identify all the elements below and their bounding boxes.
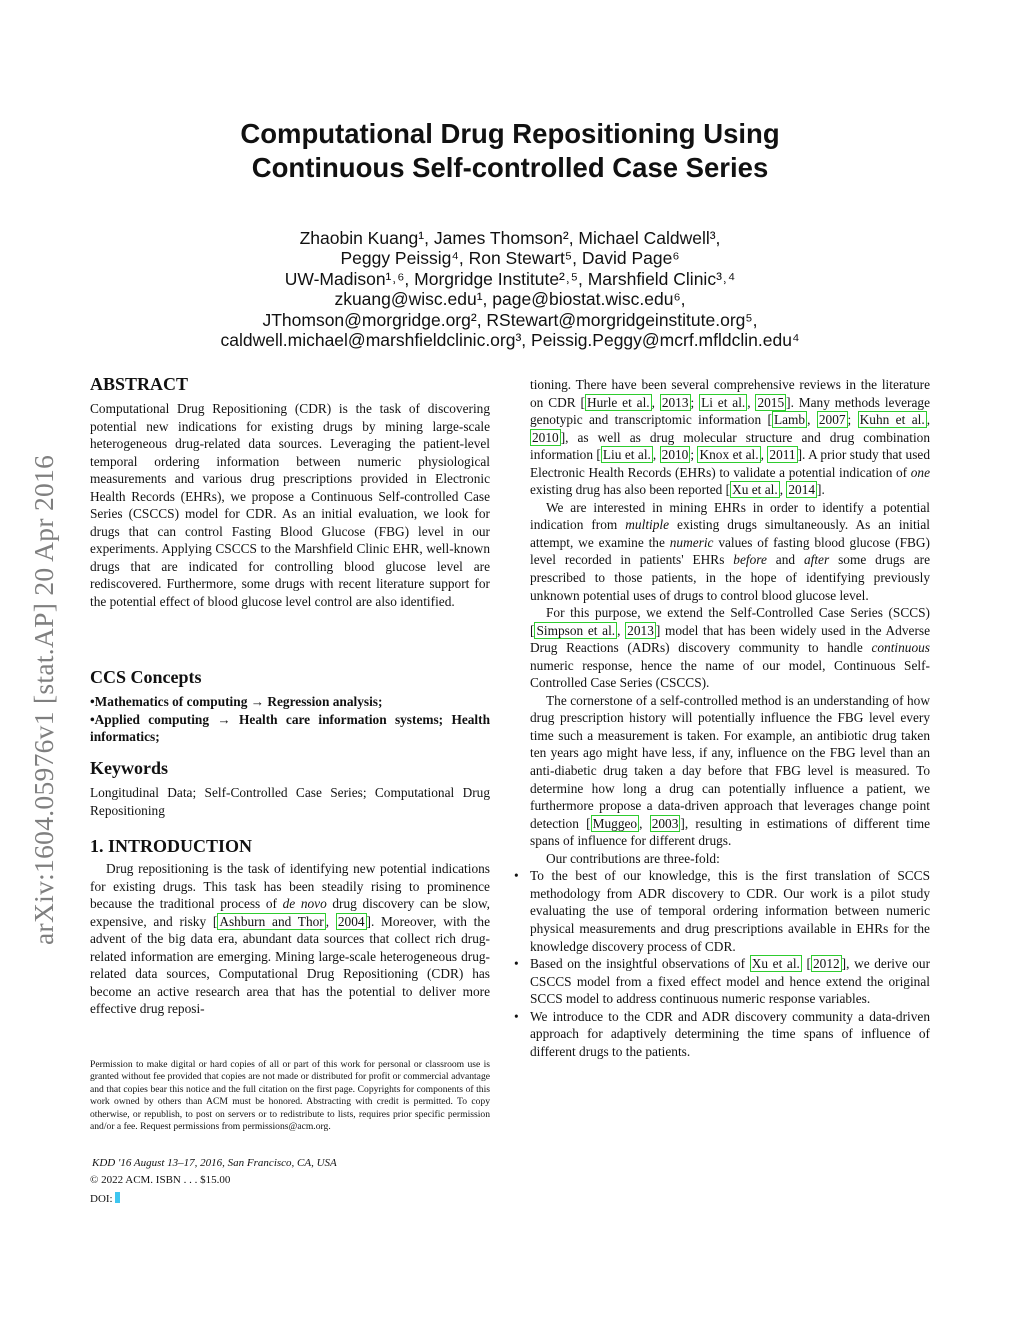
permission-notice: Permission to make digital or hard copies of all or part of this work for personal or classroom use is granted without fee provided that copies are not made or distributed for profit or commercial advantage and that copies bear this notice and the full citation on the first page. Copyrights for components of this work owned by others than ACM must be honored. Abstracting with credit is permitted. To copy otherwise, or republish, to post on servers or to redistribute to lists, requires prior specific permission and/or a fee. Request permissions from permissions@acm.org.	[90, 1059, 490, 1133]
citation-link[interactable]: 2013	[627, 622, 654, 638]
title-line-1: Computational Drug Repositioning Using	[240, 118, 780, 149]
arxiv-identifier: arXiv:1604.05976v1 [stat.AP] 20 Apr 2016	[28, 454, 59, 945]
intro-paragraph: Drug repositioning is the task of identifying new potential indications for existing drugs. This task has been steadily rising to prominence because the traditional process of de novo drug discovery can be slow, expensive, and risky [ Ashburn and Thor , 2004 ]. Moreover, with the advent of the big data era, abundant data sources that collect rich drug-related information are emerging. Mining large-scale heterogeneous drug-related data sources, Computational Drug Repositioning (CDR) has become an active research area that has the potential to deliver more effective drug reposi-	[90, 861, 490, 1017]
authors-line-2: Peggy Peissig⁴, Ron Stewart⁵, David Page⁶	[340, 248, 680, 269]
bullet-icon: •	[514, 956, 519, 972]
emails-line-2: JThomson@morgridge.org², RStewart@morgridgeinstitute.org⁵,	[262, 309, 758, 330]
citation-link[interactable]: 2014	[788, 482, 816, 498]
citation-link[interactable]: 2003	[651, 815, 679, 831]
contributions-list	[514, 867, 931, 1060]
citation-link[interactable]: Muggeo	[592, 815, 638, 831]
authors-line-1: Zhaobin Kuang¹, James Thomson², Michael Caldwell³,	[299, 228, 721, 248]
ccs-heading: CCS Concepts	[90, 667, 202, 687]
doi-link-marker[interactable]	[115, 1192, 120, 1203]
citation-link[interactable]: Li et al.	[701, 394, 746, 410]
citation-link[interactable]: Xu et al.	[732, 482, 778, 498]
ccs-item-1: •Mathematics of computing → Regression analysis;	[90, 694, 383, 709]
emails-line-3: caldwell.michael@marshfieldclinic.org³, Peissig.Peggy@mcrf.mfldclin.edu⁴	[220, 330, 800, 351]
title-line-2: Continuous Self-controlled Case Series	[251, 152, 769, 183]
citation-link[interactable]: Kuhn et al.	[859, 412, 925, 428]
citation-link[interactable]: 2004	[337, 913, 365, 929]
right-paragraph-1: tioning. There have been several comprehensive reviews in the literature on CDR [ Hurle et al. , 2013 ; Li et al. , 2015 ]. Many methods leverage genotypic and transcriptomic information [ Lamb , 2007 ; Kuhn et al. , 2010 ], as well as drug molecular structure and drug combination information [ Liu et al. , 2010 ; Knox et al. , 2011 ]. A prior study that used Electronic Health Records (EHRs) to validate a potential indication of one existing drug has also been reported [ Xu et al. , 2014 ].	[530, 377, 931, 498]
citation-link[interactable]: Ashburn and Thor	[219, 913, 324, 929]
right-paragraph-2: We are interested in mining EHRs in order to identify a potential indication from multiple existing drugs simultaneously. As an initial attempt, we examine the numeric values of fasting blood glucose (FBG) level recorded in patients' EHRs before and after some drugs are prescribed to those patients, in the hope of identifying previously unknown potential uses of drugs to control blood glucose level.	[530, 499, 930, 603]
citation-link[interactable]: Hurle et al.	[586, 394, 650, 410]
citation-link[interactable]: 2012	[812, 956, 840, 972]
introduction-heading: 1. INTRODUCTION	[90, 836, 253, 856]
citation-link[interactable]: 2011	[769, 447, 796, 463]
copyright-notice: © 2022 ACM. ISBN . . . $15.00	[90, 1174, 231, 1186]
author-block	[120, 228, 900, 350]
citation-link[interactable]: Simpson et al.	[536, 622, 616, 638]
conference-venue: KDD '16 August 13–17, 2016, San Francisco, CA, USA	[92, 1157, 337, 1169]
citation-link[interactable]: Xu et al.	[751, 956, 800, 972]
keywords-heading: Keywords	[90, 758, 168, 778]
bullet-icon: •	[514, 1008, 519, 1024]
citation-link[interactable]: 2007	[818, 412, 846, 428]
list-item: • We introduce to the CDR and ADR discovery community a data-driven approach for adaptively determining the time spans of influence of different drugs to the patients.	[514, 1008, 930, 1059]
right-paragraph-4: The cornerstone of a self-controlled method is an understanding of how drug prescription history will potentially influence the FBG level every time such a measurement is taken. For example, an antibiotic drug taken ten years ago might have less, if any, influence on the FBG level than an anti-diabetic drug taken a day before that FBG level is measured. To determine how long a drug can potentially influence a patient, we furthermore propose a data-driven approach that leverages change point detection [ Muggeo , 2003 ], resulting in estimations of different time spans of influence for different drugs.	[530, 692, 931, 849]
list-item: • Based on the insightful observations of Xu et al. [ 2012 ], we derive our CSCCS model from a fixed effect model and hence extend the original SCCS model to address continuous numeric response variables.	[514, 956, 931, 1007]
affiliations-line: UW-Madison¹˒⁶, Morgridge Institute²˒⁵, Marshfield Clinic³˒⁴	[284, 268, 736, 289]
right-paragraph-5: Our contributions are three-fold:	[546, 850, 720, 866]
doi-line: DOI:	[90, 1192, 120, 1205]
introduction-text	[90, 860, 490, 1018]
citation-link[interactable]: 2013	[661, 394, 689, 410]
citation-link[interactable]: Liu et al.	[602, 447, 651, 463]
ccs-item-2: •Applied computing → Health care information systems; Health informatics;	[90, 711, 490, 745]
right-paragraph-3: For this purpose, we extend the Self-Controlled Case Series (SCCS) [ Simpson et al. , 2013 ] model that has been widely used in the Adverse Drug Reactions (ADRs) discovery community to handle continuous numeric response, hence the name of our model, Continuous Self-Controlled Case Series (CSCCS).	[530, 605, 930, 691]
abstract-text: Computational Drug Repositioning (CDR) is the task of discovering potential new indications for existing drugs by mining large-scale heterogeneous drug-related data sources. Leveraging the patient-level temporal ordering information between numeric physiological measurements and various drug prescriptions provided in Electronic Health Records (EHRs), we propose a Continuous Self-controlled Case Series (CSCCS) model for CDR. As an initial evaluation, we look for drugs that can control Fasting Blood Glucose (FBG) level in our experiments. Applying CSCCS to the Marshfield Clinic EHR, well-known drugs that are indicated for controlling blood glucose level are rediscovered. Furthermore, some drugs with recent literature support for the potential effect of blood glucose level control are also identified.	[90, 401, 490, 610]
citation-link[interactable]: Knox et al.	[699, 447, 759, 463]
list-item: • To the best of our knowledge, this is the first translation of SCCS methodology from ADR discovery to CDR. Our work is a pilot study evaluating the use of temporal ordering information between numeric physical measurements and drug prescriptions available in EHRs for the knowledge discovery process of CDR.	[514, 868, 930, 954]
bullet-icon: •	[514, 868, 519, 884]
paper-title	[150, 117, 870, 185]
right-column-text	[514, 376, 931, 1060]
emails-line-1: zkuang@wisc.edu¹, page@biostat.wisc.edu⁶,	[334, 289, 686, 310]
keywords-text: Longitudinal Data; Self-Controlled Case Series; Computational Drug Repositioning	[90, 785, 490, 818]
abstract-heading: ABSTRACT	[90, 374, 189, 394]
citation-link[interactable]: 2010	[532, 429, 559, 445]
citation-link[interactable]: Lamb	[773, 412, 806, 428]
citation-link[interactable]: 2015	[757, 394, 785, 410]
ccs-concepts	[90, 693, 490, 746]
citation-link[interactable]: 2010	[661, 447, 689, 463]
